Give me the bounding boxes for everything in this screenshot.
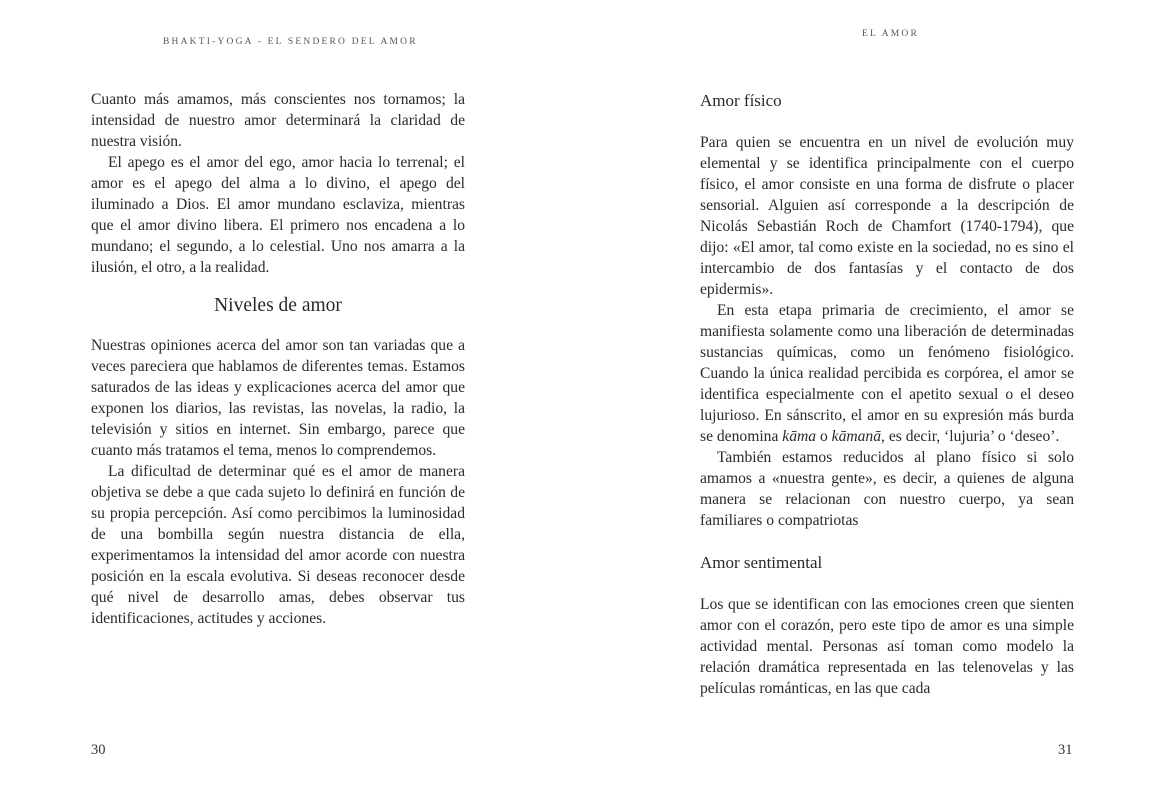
paragraph: El apego es el amor del ego, amor hacia lo terrenal; el amor es el apego del alma a lo divino, el apego del iluminado a Dios. El amor mundano esclaviza, mientras que el amor divino libera. El primero nos encadena a lo mundano; el segundo, a lo celestial. Uno nos amarra a la ilusión, el otro, a la realidad. [91,154,465,276]
left-text-block [91,89,465,629]
paragraph: Nuestras opiniones acerca del amor son tan variadas que a veces pareciera que hablamos de diferentes temas. Estamos saturados de las ideas y explicaciones acerca del amor que exponen los diarios, las revistas, las novelas, la radio, la televisión y sitios en internet. Sin embargo, parece que cuanto más tratamos el tema, menos lo comprendemos. [91,337,465,459]
paragraph-text: , es decir, ‘lujuria’ o ‘deseo’. [881,428,1060,445]
page-number-left: 30 [91,742,106,758]
paragraph-text: o [816,428,832,445]
section-title: Niveles de amor [214,295,342,316]
paragraph: Para quien se encuentra en un nivel de evolución muy elemental y se identifica principalmente con el cuerpo físico, el amor consiste en una forma de disfrute o placer sensorial. Alguien así corresponde a la descripción de Nicolás Sebastián Roch de Chamfort (1740-1794), que dijo: «El amor, tal como existe en la sociedad, no es sino el intercambio de dos fantasías y el contacto de dos epidermis». [700,134,1074,298]
running-head-left: BHAKTI-YOGA - EL SENDERO DEL AMOR [163,37,418,47]
sanskrit-term: kāmanā [831,428,882,445]
subsection-title: Amor físico [700,91,782,110]
paragraph: Los que se identifican con las emociones creen que sienten amor con el corazón, pero este tipo de amor es una simple actividad mental. Personas así toman como modelo la relación dramática representada en las telenovelas y las películas románticas, en las que cada [700,596,1074,697]
paragraph-text: En esta etapa primaria de crecimiento, el amor se manifiesta solamente como una liberación de determinadas sustancias químicas, como un fenómeno fisiológico. Cuando la única realidad percibida es corpórea, el amor se identifica especialmente con el apetito sexual o el deseo lujurioso. En sánscrito, el amor en su expresión más burda se denomina [700,302,1074,445]
paragraph: También estamos reducidos al plano físico si solo amamos a «nuestra gente», es decir, a quienes de alguna manera se relacionan con nuestro cuerpo, ya sean familiares o compatriotas [700,449,1074,529]
page-number-right: 31 [1058,742,1073,758]
paragraph: Cuanto más amamos, más conscientes nos tornamos; la intensidad de nuestro amor determinará la claridad de nuestra visión. [91,91,465,150]
paragraph: La dificultad de determinar qué es el amor de manera objetiva se debe a que cada sujeto lo definirá en función de su propia percepción. Así como percibimos la luminosidad de una bombilla según nuestra distancia de ella, experimentamos la intensidad del amor acorde con nuestra posición en la escala evolutiva. Si deseas reconocer desde qué nivel de desarrollo amas, debes observar tus identificaciones, actitudes y acciones. [91,463,465,627]
left-page [0,0,570,797]
running-head-right: EL AMOR [862,29,920,39]
subsection-title: Amor sentimental [700,553,823,572]
right-page [580,0,1159,797]
sanskrit-term: kāma [782,428,817,445]
paragraph [700,300,1074,447]
right-text-block [700,89,1074,699]
